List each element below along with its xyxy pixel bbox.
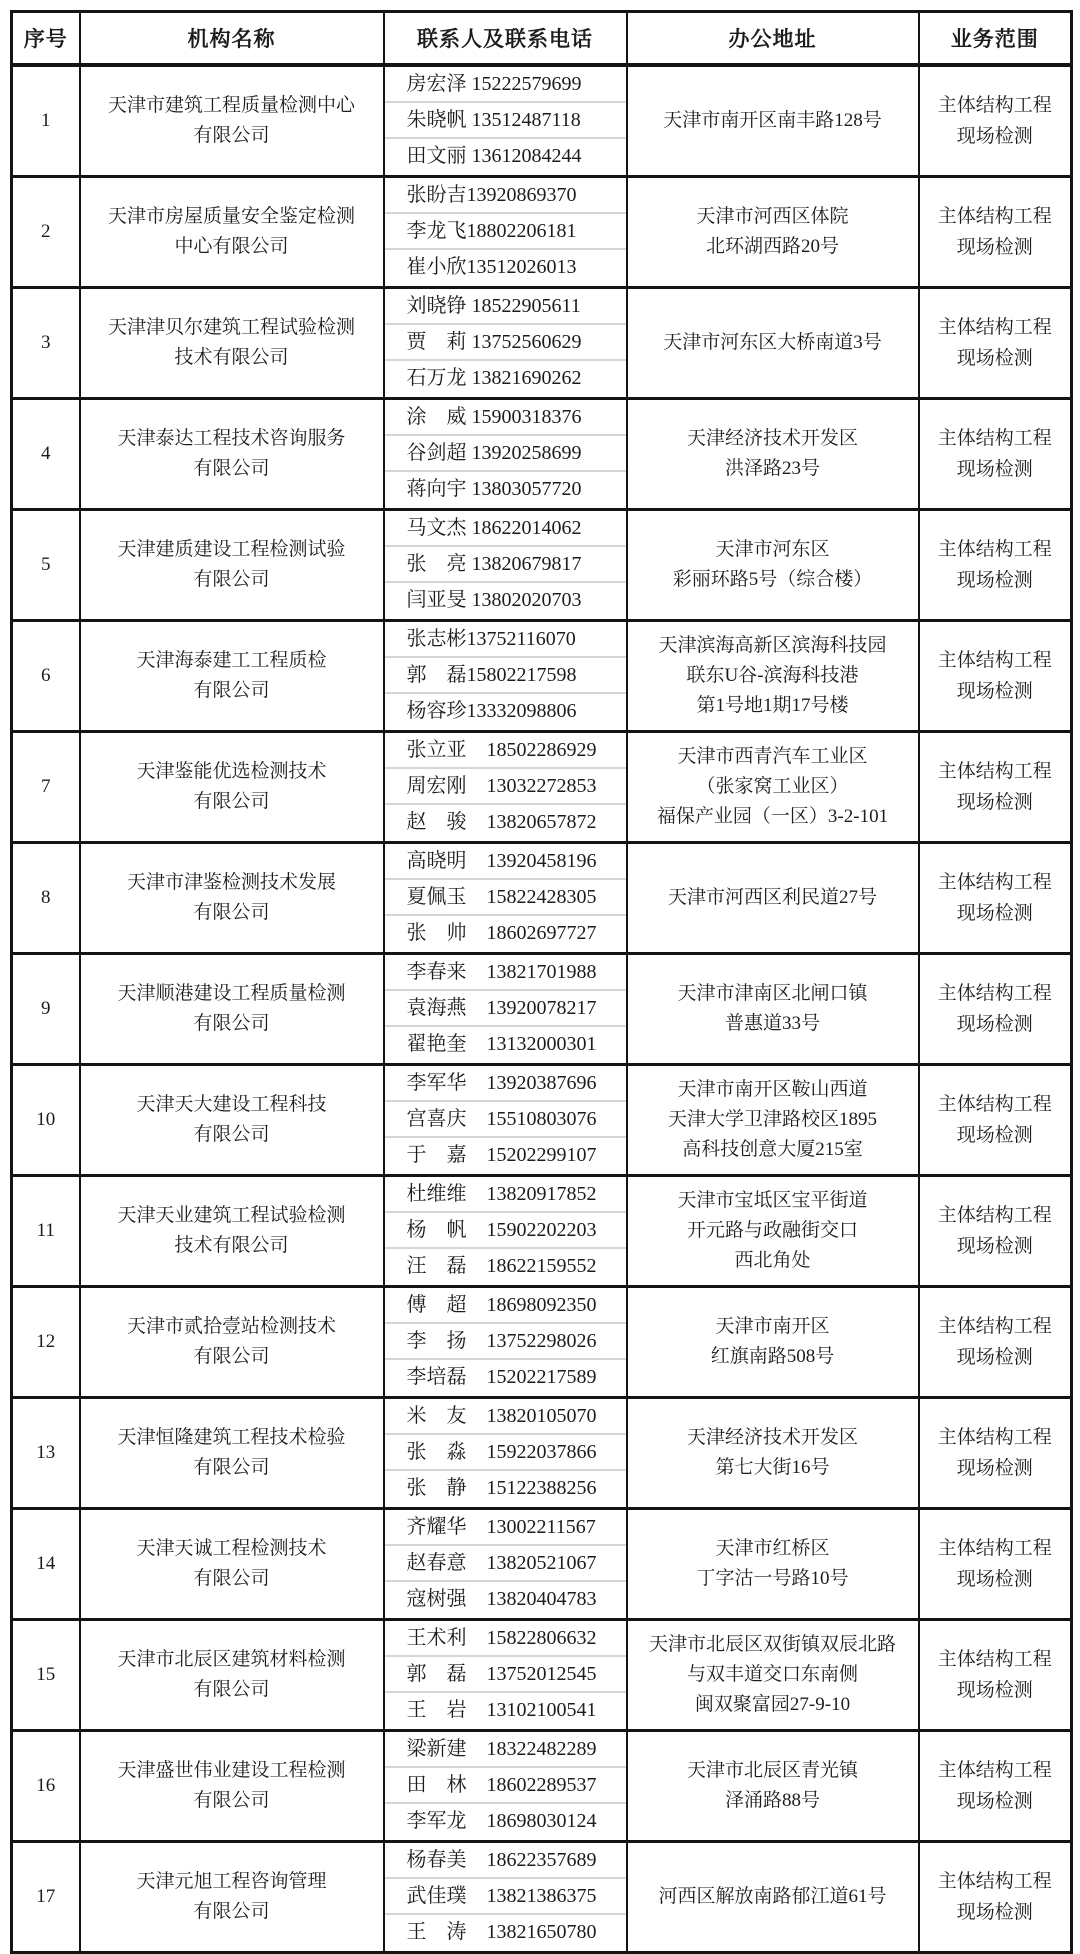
- contact-line: 涂 威 15900318376: [385, 400, 626, 436]
- contact-cell: [384, 1619, 627, 1730]
- contact-cell: [384, 65, 627, 177]
- org-name-cell: [80, 620, 384, 731]
- office-address-cell: [627, 1619, 919, 1730]
- scope-line: 主体结构工程: [937, 427, 1052, 449]
- row-serial-number: 1: [12, 65, 80, 177]
- contact-line: 李龙飞18802206181: [385, 214, 626, 250]
- contact-line: 赵春意 13820521067: [385, 1546, 626, 1582]
- org-name-cell: [80, 731, 384, 842]
- business-scope-cell: [919, 620, 1072, 731]
- contact-line: 张立亚 18502286929: [385, 733, 626, 769]
- scope-line: 现场检测: [956, 1790, 1033, 1812]
- address-line: 天津滨海高新区滨海科技园: [658, 634, 887, 656]
- org-name-line: 有限公司: [193, 1456, 270, 1478]
- table-row: [12, 398, 1072, 509]
- business-scope-cell: [919, 731, 1072, 842]
- org-name-line: 有限公司: [193, 790, 270, 812]
- contact-line: 李培磊 15202217589: [406, 1365, 597, 1388]
- business-scope-cell: [919, 509, 1072, 620]
- scope-line: 现场检测: [956, 902, 1033, 924]
- table-row: [12, 176, 1072, 287]
- address-line: 联东U谷-滨海科技港: [686, 664, 859, 686]
- contact-cell: [384, 1397, 627, 1508]
- contact-line: 马文杰 18622014062: [385, 511, 626, 547]
- scope-line: 主体结构工程: [937, 1315, 1052, 1337]
- org-name-cell: [80, 398, 384, 509]
- contact-line: 刘晓铮 18522905611: [385, 289, 626, 325]
- business-scope-cell: [919, 1286, 1072, 1397]
- business-scope-cell: [919, 1397, 1072, 1508]
- contact-line: 杜维维 13820917852: [385, 1177, 626, 1213]
- org-name-line: 天津盛世伟业建设工程检测: [117, 1759, 346, 1781]
- office-address-cell: [627, 953, 919, 1064]
- address-line: 天津市南开区南丰路128号: [663, 109, 882, 131]
- address-line: 泽涌路88号: [724, 1789, 820, 1811]
- scope-line: 现场检测: [956, 1901, 1033, 1923]
- contact-cell: [384, 1064, 627, 1175]
- scope-line: 主体结构工程: [937, 1093, 1052, 1115]
- contact-line: 李军龙 18698030124: [406, 1809, 597, 1832]
- scope-line: 现场检测: [956, 458, 1033, 480]
- address-line: 天津市津南区北闸口镇: [677, 982, 868, 1004]
- org-name-cell: [80, 842, 384, 953]
- org-name-line: 天津市津鉴检测技术发展: [126, 871, 336, 893]
- contact-line: 闫亚旻 13802020703: [406, 588, 582, 611]
- contact-line: 赵 骏 13820657872: [406, 810, 597, 833]
- scope-line: 主体结构工程: [937, 538, 1052, 560]
- org-name-line: 天津天诚工程检测技术: [136, 1537, 327, 1559]
- org-name-line: 天津津贝尔建筑工程试验检测: [107, 316, 355, 338]
- org-name-line: 天津鉴能优选检测技术: [136, 760, 327, 782]
- contact-line: 贾 莉 13752560629: [385, 325, 626, 361]
- address-line: 天津市北辰区双街镇双辰北路: [648, 1633, 896, 1655]
- table-row: [12, 1286, 1072, 1397]
- address-line: 普惠道33号: [724, 1012, 820, 1034]
- office-address-cell: [627, 287, 919, 398]
- scope-line: 主体结构工程: [937, 1426, 1052, 1448]
- scope-line: 主体结构工程: [937, 982, 1052, 1004]
- contact-line: 张盼吉13920869370: [385, 178, 626, 214]
- table-row: [12, 953, 1072, 1064]
- contact-line: 张 静 15122388256: [406, 1476, 597, 1499]
- business-scope-cell: [919, 953, 1072, 1064]
- contact-line: 宫喜庆 15510803076: [385, 1102, 626, 1138]
- table-row: [12, 1064, 1072, 1175]
- business-scope-cell: [919, 1508, 1072, 1619]
- table-row: [12, 509, 1072, 620]
- contact-line: 房宏泽 15222579699: [385, 67, 626, 103]
- table-body: [12, 65, 1072, 1953]
- office-address-cell: [627, 1286, 919, 1397]
- org-name-line: 有限公司: [193, 1123, 270, 1145]
- header-row: [12, 12, 1072, 65]
- contact-line: 朱晓帆 13512487118: [385, 103, 626, 139]
- address-line: 闽双聚富园27-9-10: [694, 1693, 851, 1715]
- org-name-line: 有限公司: [193, 124, 270, 146]
- address-line: （张家窝工业区）: [696, 775, 849, 797]
- address-line: 天津市红桥区: [715, 1537, 830, 1559]
- header-office-address: 办公地址: [627, 12, 919, 65]
- org-name-line: 天津市北辰区建筑材料检测: [117, 1648, 346, 1670]
- row-serial-number: 7: [12, 731, 80, 842]
- scope-line: 主体结构工程: [937, 316, 1052, 338]
- address-line: 红旗南路508号: [710, 1345, 835, 1367]
- org-name-line: 中心有限公司: [174, 235, 289, 257]
- contact-cell: [384, 287, 627, 398]
- scope-line: 现场检测: [956, 1568, 1033, 1590]
- address-line: 河西区解放南路郁江道61号: [658, 1885, 887, 1907]
- scope-line: 主体结构工程: [937, 94, 1052, 116]
- contact-line: 王 涛 13821650780: [406, 1920, 597, 1943]
- row-serial-number: 5: [12, 509, 80, 620]
- contact-line: 傅 超 18698092350: [385, 1288, 626, 1324]
- contact-line: 翟艳奎 13132000301: [406, 1032, 597, 1055]
- contact-cell: [384, 1508, 627, 1619]
- office-address-cell: [627, 65, 919, 177]
- contact-line: 杨春美 18622357689: [385, 1843, 626, 1879]
- contact-line: 李春来 13821701988: [385, 955, 626, 991]
- address-line: 与双丰道交口东南侧: [686, 1663, 858, 1685]
- address-line: 天津市南开区: [715, 1315, 830, 1337]
- scope-line: 现场检测: [956, 791, 1033, 813]
- address-line: 天津经济技术开发区: [686, 1426, 858, 1448]
- org-name-cell: [80, 1508, 384, 1619]
- contact-cell: [384, 1175, 627, 1286]
- org-name-cell: [80, 65, 384, 177]
- address-line: 天津市河西区利民道27号: [667, 886, 877, 908]
- org-name-line: 有限公司: [193, 1012, 270, 1034]
- contact-line: 于 嘉 15202299107: [406, 1143, 597, 1166]
- contact-line: 李军华 13920387696: [385, 1066, 626, 1102]
- contact-line: 汪 磊 18622159552: [406, 1254, 597, 1277]
- row-serial-number: 10: [12, 1064, 80, 1175]
- business-scope-cell: [919, 1841, 1072, 1952]
- org-name-cell: [80, 953, 384, 1064]
- org-name-line: 天津天大建设工程科技: [136, 1093, 327, 1115]
- scope-line: 主体结构工程: [937, 1204, 1052, 1226]
- row-serial-number: 8: [12, 842, 80, 953]
- row-serial-number: 11: [12, 1175, 80, 1286]
- org-name-line: 技术有限公司: [174, 1234, 289, 1256]
- address-line: 天津市南开区鞍山西道: [677, 1078, 868, 1100]
- table-row: [12, 1175, 1072, 1286]
- business-scope-cell: [919, 1619, 1072, 1730]
- org-name-cell: [80, 1619, 384, 1730]
- address-line: 西北角处: [734, 1249, 811, 1271]
- row-serial-number: 4: [12, 398, 80, 509]
- org-name-line: 天津元旭工程咨询管理: [136, 1870, 327, 1892]
- table-row: [12, 287, 1072, 398]
- contact-line: 张 帅 18602697727: [406, 921, 597, 944]
- scope-line: 现场检测: [956, 347, 1033, 369]
- contact-line: 武佳璞 13821386375: [385, 1879, 626, 1915]
- contact-cell: [384, 731, 627, 842]
- address-line: 天津市宝坻区宝平街道: [677, 1189, 868, 1211]
- address-line: 天津市河西区体院: [696, 205, 849, 227]
- contact-cell: [384, 842, 627, 953]
- org-name-line: 天津泰达工程技术咨询服务: [117, 427, 346, 449]
- row-serial-number: 16: [12, 1730, 80, 1841]
- address-line: 天津市西青汽车工业区: [677, 745, 868, 767]
- org-name-line: 有限公司: [193, 1900, 270, 1922]
- org-name-cell: [80, 1730, 384, 1841]
- contact-line: 张 淼 15922037866: [385, 1435, 626, 1471]
- scope-line: 现场检测: [956, 1679, 1033, 1701]
- table-row: [12, 1730, 1072, 1841]
- row-serial-number: 3: [12, 287, 80, 398]
- table-row: [12, 620, 1072, 731]
- office-address-cell: [627, 731, 919, 842]
- org-name-line: 天津市房屋质量安全鉴定检测: [107, 205, 355, 227]
- header-serial-number: 序号: [12, 12, 80, 65]
- row-serial-number: 17: [12, 1841, 80, 1952]
- scope-line: 主体结构工程: [937, 649, 1052, 671]
- scope-line: 现场检测: [956, 125, 1033, 147]
- org-name-line: 有限公司: [193, 1678, 270, 1700]
- contact-line: 袁海燕 13920078217: [385, 991, 626, 1027]
- row-serial-number: 13: [12, 1397, 80, 1508]
- office-address-cell: [627, 1175, 919, 1286]
- header-contact-phone: 联系人及联系电话: [384, 12, 627, 65]
- office-address-cell: [627, 1508, 919, 1619]
- org-name-line: 有限公司: [193, 1345, 270, 1367]
- address-line: 福保产业园（一区）3-2-101: [656, 805, 889, 827]
- contact-line: 高晓明 13920458196: [385, 844, 626, 880]
- office-address-cell: [627, 1064, 919, 1175]
- contact-line: 张志彬13752116070: [385, 622, 626, 658]
- contact-cell: [384, 1841, 627, 1952]
- scope-line: 主体结构工程: [937, 1537, 1052, 1559]
- address-line: 丁字沽一号路10号: [696, 1567, 849, 1589]
- org-name-cell: [80, 1286, 384, 1397]
- row-serial-number: 2: [12, 176, 80, 287]
- address-line: 天津市北辰区青光镇: [686, 1759, 858, 1781]
- contact-line: 田 林 18602289537: [385, 1768, 626, 1804]
- org-name-line: 有限公司: [193, 457, 270, 479]
- org-name-line: 天津海泰建工工程质检: [136, 649, 327, 671]
- row-serial-number: 6: [12, 620, 80, 731]
- address-line: 第1号地1期17号楼: [696, 694, 849, 716]
- address-line: 北环湖西路20号: [705, 235, 839, 257]
- address-line: 彩丽环路5号（综合楼）: [672, 568, 873, 590]
- address-line: 洪泽路23号: [724, 457, 820, 479]
- address-line: 天津经济技术开发区: [686, 427, 858, 449]
- org-name-line: 天津建质建设工程检测试验: [117, 538, 346, 560]
- contact-line: 王术利 15822806632: [385, 1621, 626, 1657]
- contact-line: 李 扬 13752298026: [385, 1324, 626, 1360]
- header-org-name: 机构名称: [80, 12, 384, 65]
- header-business-scope: 业务范围: [919, 12, 1072, 65]
- contact-line: 谷剑超 13920258699: [385, 436, 626, 472]
- table-header: [12, 12, 1072, 65]
- office-address-cell: [627, 509, 919, 620]
- org-name-line: 有限公司: [193, 1567, 270, 1589]
- row-serial-number: 14: [12, 1508, 80, 1619]
- scope-line: 主体结构工程: [937, 1870, 1052, 1892]
- scope-line: 主体结构工程: [937, 1648, 1052, 1670]
- org-name-cell: [80, 1397, 384, 1508]
- org-name-cell: [80, 1175, 384, 1286]
- scope-line: 现场检测: [956, 1235, 1033, 1257]
- contact-cell: [384, 176, 627, 287]
- business-scope-cell: [919, 65, 1072, 177]
- office-address-cell: [627, 398, 919, 509]
- org-name-line: 有限公司: [193, 679, 270, 701]
- org-name-line: 天津顺港建设工程质量检测: [117, 982, 346, 1004]
- institutions-table: [10, 10, 1073, 1954]
- contact-line: 夏佩玉 15822428305: [385, 880, 626, 916]
- scope-line: 主体结构工程: [937, 871, 1052, 893]
- office-address-cell: [627, 1730, 919, 1841]
- scope-line: 主体结构工程: [937, 205, 1052, 227]
- scope-line: 主体结构工程: [937, 1759, 1052, 1781]
- address-line: 高科技创意大厦215室: [682, 1138, 863, 1160]
- org-name-line: 天津市贰拾壹站检测技术: [126, 1315, 336, 1337]
- scope-line: 主体结构工程: [937, 760, 1052, 782]
- contact-line: 郭 磊 13752012545: [385, 1657, 626, 1693]
- table-row: [12, 1619, 1072, 1730]
- table-row: [12, 1508, 1072, 1619]
- table-row: [12, 1841, 1072, 1952]
- org-name-line: 天津市建筑工程质量检测中心: [107, 94, 355, 116]
- table-row: [12, 65, 1072, 177]
- contact-line: 张 亮 13820679817: [385, 547, 626, 583]
- address-line: 天津市河东区大桥南道3号: [663, 331, 882, 353]
- business-scope-cell: [919, 398, 1072, 509]
- row-serial-number: 15: [12, 1619, 80, 1730]
- contact-line: 梁新建 18322482289: [385, 1732, 626, 1768]
- contact-line: 寇树强 13820404783: [406, 1587, 597, 1610]
- contact-line: 崔小欣13512026013: [406, 255, 577, 278]
- row-serial-number: 9: [12, 953, 80, 1064]
- org-name-line: 有限公司: [193, 568, 270, 590]
- contact-cell: [384, 509, 627, 620]
- business-scope-cell: [919, 1064, 1072, 1175]
- contact-cell: [384, 1730, 627, 1841]
- contact-line: 杨 帆 15902202203: [385, 1213, 626, 1249]
- table-row: [12, 842, 1072, 953]
- address-line: 天津市河东区: [715, 538, 830, 560]
- contact-line: 杨容珍13332098806: [406, 699, 577, 722]
- org-name-line: 技术有限公司: [174, 346, 289, 368]
- office-address-cell: [627, 176, 919, 287]
- contact-cell: [384, 1286, 627, 1397]
- contact-line: 田文丽 13612084244: [406, 144, 582, 167]
- org-name-cell: [80, 509, 384, 620]
- business-scope-cell: [919, 176, 1072, 287]
- table-row: [12, 1397, 1072, 1508]
- contact-line: 石万龙 13821690262: [406, 366, 582, 389]
- org-name-cell: [80, 1064, 384, 1175]
- business-scope-cell: [919, 1175, 1072, 1286]
- contact-line: 蒋向宇 13803057720: [406, 477, 582, 500]
- business-scope-cell: [919, 842, 1072, 953]
- contact-line: 米 友 13820105070: [385, 1399, 626, 1435]
- scope-line: 现场检测: [956, 1346, 1033, 1368]
- office-address-cell: [627, 842, 919, 953]
- contact-cell: [384, 953, 627, 1064]
- scope-line: 现场检测: [956, 236, 1033, 258]
- scope-line: 现场检测: [956, 569, 1033, 591]
- scope-line: 现场检测: [956, 1013, 1033, 1035]
- office-address-cell: [627, 620, 919, 731]
- org-name-cell: [80, 176, 384, 287]
- org-name-line: 有限公司: [193, 901, 270, 923]
- scope-line: 现场检测: [956, 1457, 1033, 1479]
- office-address-cell: [627, 1397, 919, 1508]
- org-name-cell: [80, 1841, 384, 1952]
- contact-line: 郭 磊15802217598: [385, 658, 626, 694]
- business-scope-cell: [919, 287, 1072, 398]
- address-line: 开元路与政融街交口: [686, 1219, 858, 1241]
- business-scope-cell: [919, 1730, 1072, 1841]
- org-name-line: 有限公司: [193, 1789, 270, 1811]
- office-address-cell: [627, 1841, 919, 1952]
- org-name-line: 天津恒隆建筑工程技术检验: [117, 1426, 346, 1448]
- address-line: 第七大街16号: [715, 1456, 830, 1478]
- address-line: 天津大学卫津路校区1895: [667, 1108, 877, 1130]
- row-serial-number: 12: [12, 1286, 80, 1397]
- scope-line: 现场检测: [956, 680, 1033, 702]
- contact-line: 周宏刚 13032272853: [385, 769, 626, 805]
- org-name-line: 天津天业建筑工程试验检测: [117, 1204, 346, 1226]
- contact-cell: [384, 620, 627, 731]
- scope-line: 现场检测: [956, 1124, 1033, 1146]
- contact-cell: [384, 398, 627, 509]
- table-row: [12, 731, 1072, 842]
- contact-line: 王 岩 13102100541: [406, 1698, 597, 1721]
- contact-line: 齐耀华 13002211567: [385, 1510, 626, 1546]
- org-name-cell: [80, 287, 384, 398]
